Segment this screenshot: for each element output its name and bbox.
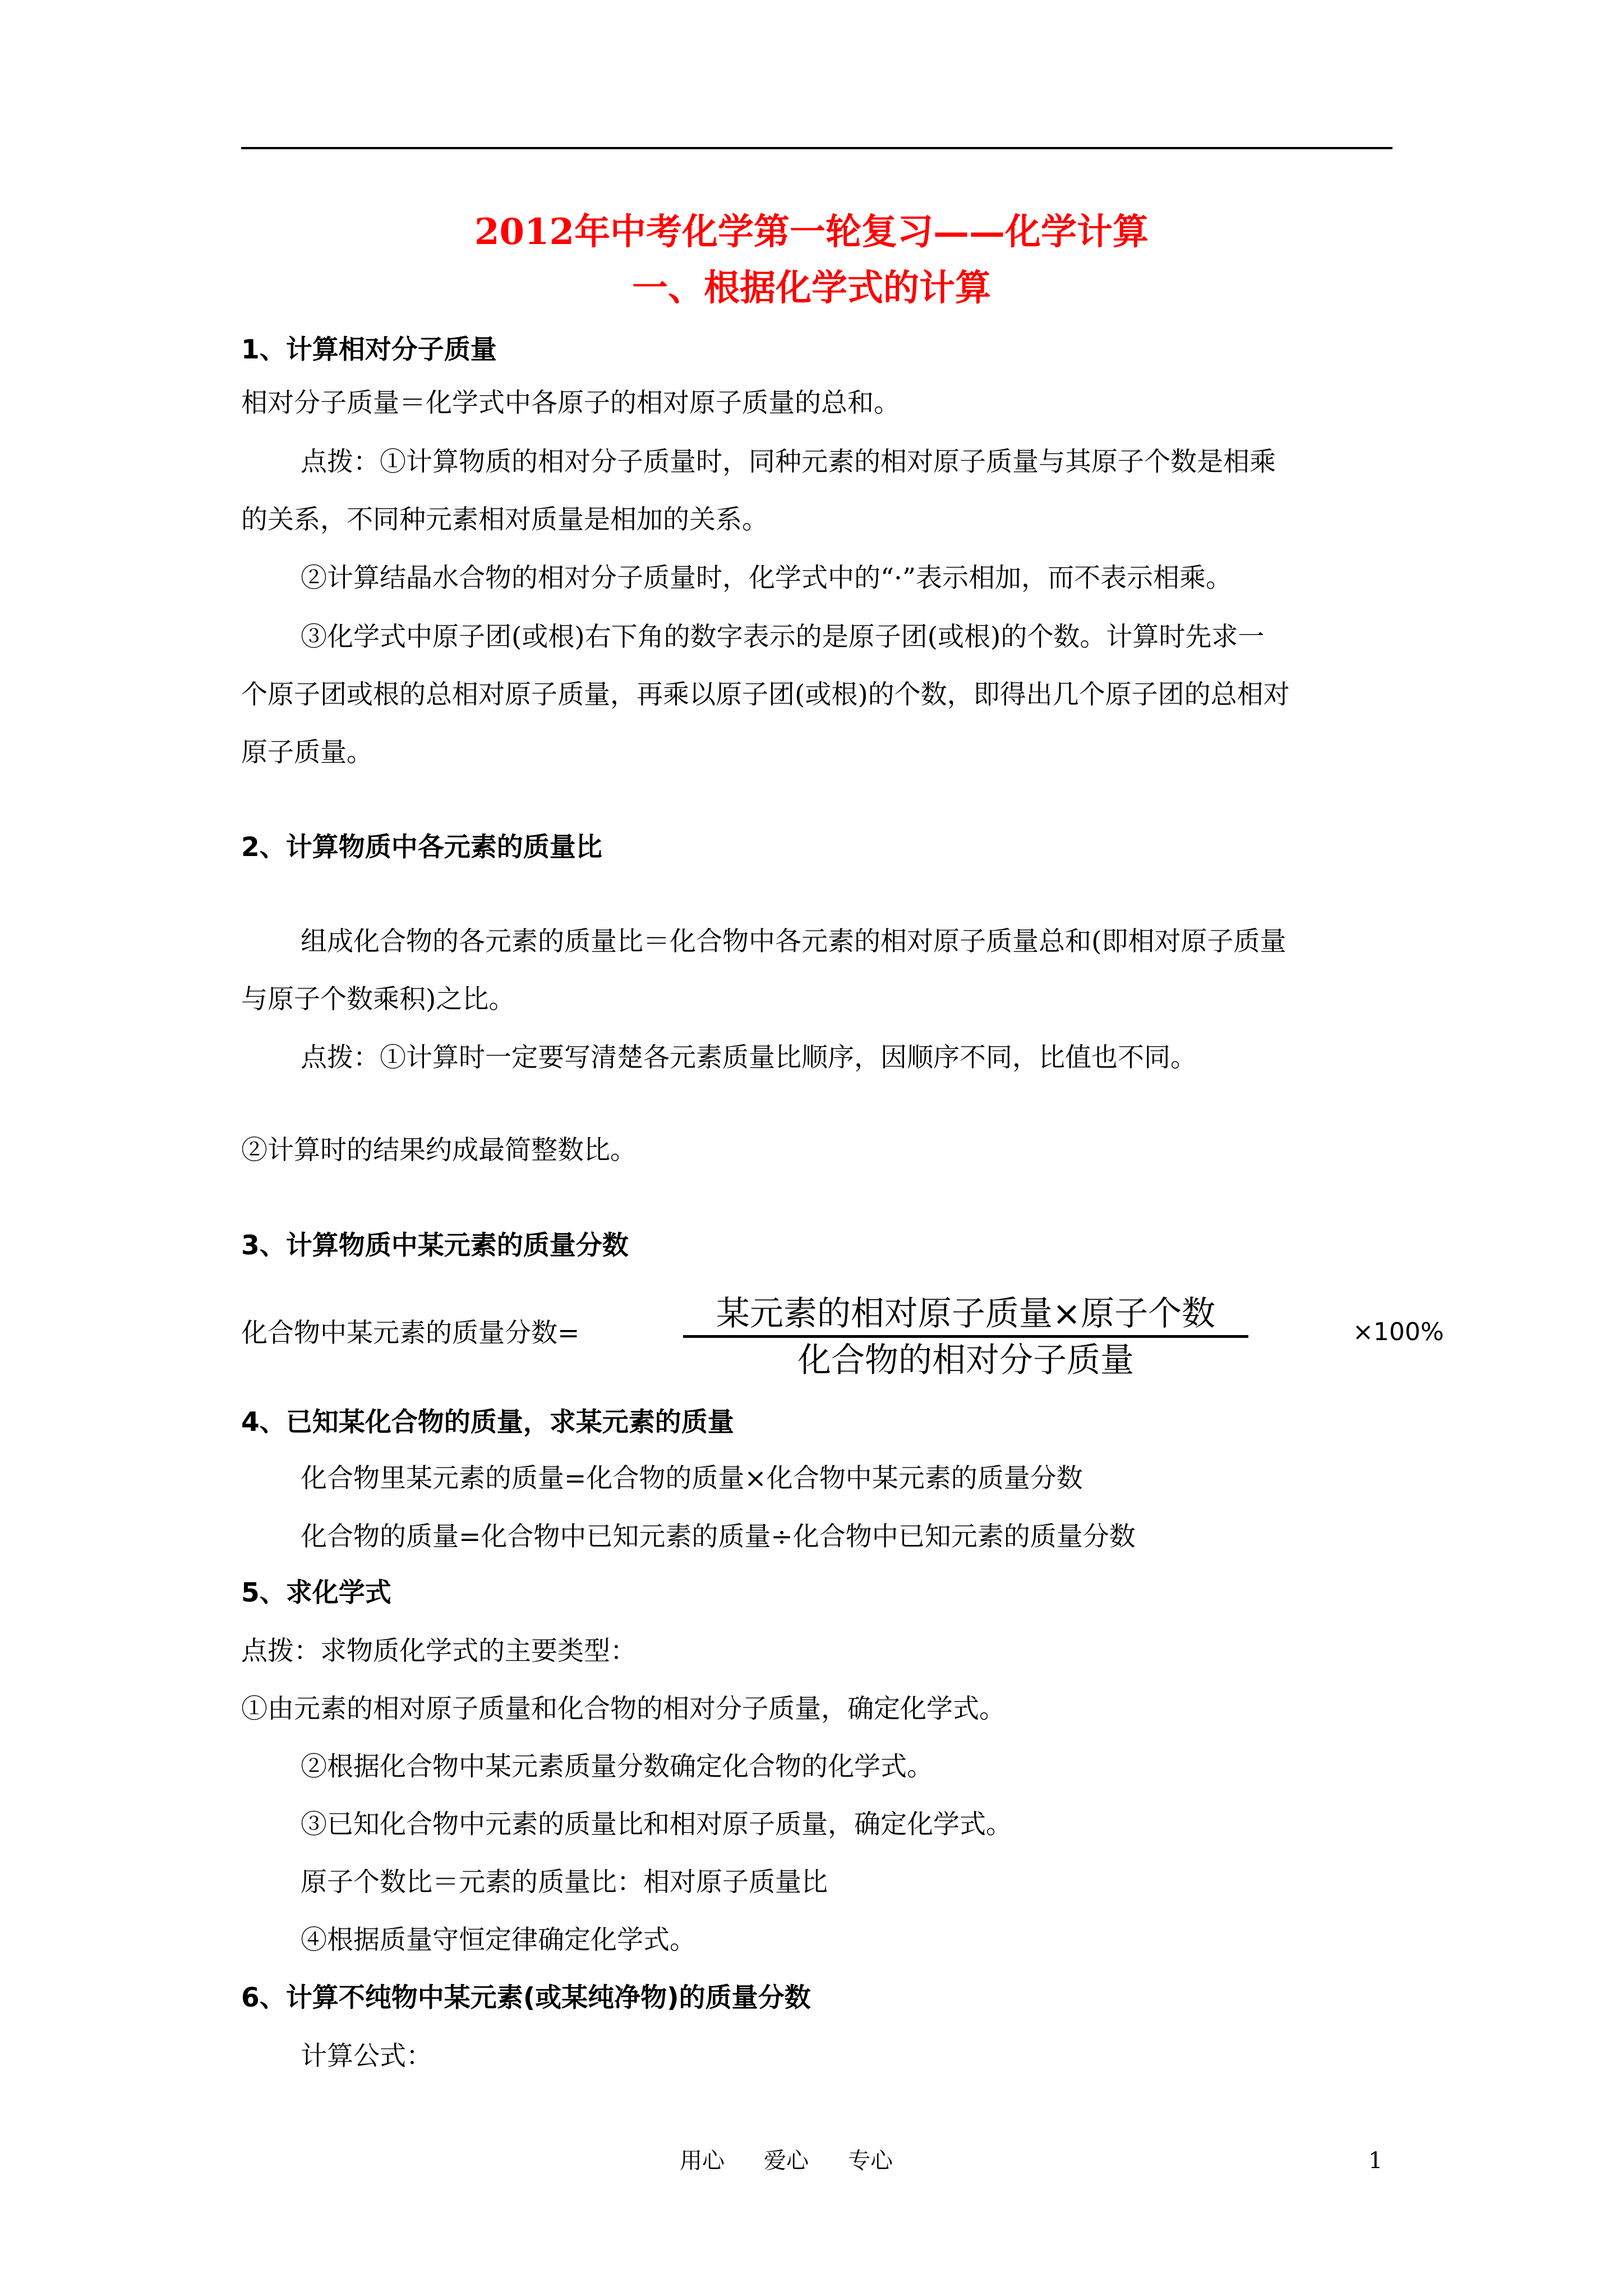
tip-text: 原子质量。 [241,737,373,768]
tip-text: ③化学式中原子团(或根)右下角的数字表示的是原子团(或根)的个数。计算时先求一 [301,622,1265,652]
formula-label: 化合物中某元素的质量分数= [241,1318,580,1349]
mass-fraction-formula [680,1294,1252,1380]
list-item: ④根据质量守恒定律确定化学式。 [301,1925,696,1955]
tip-text: ②计算时的结果约成最简整数比。 [241,1135,637,1166]
tip-text: ②计算结晶水合物的相对分子质量时，化学式中的“·”表示相加，而不表示相乘。 [301,563,1232,593]
body-text: 与原子个数乘积)之比。 [241,984,515,1015]
formula-text: 化合物的质量=化合物中已知元素的质量÷化合物中已知元素的质量分数 [301,1521,1136,1552]
section-title: 一、根据化学式的计算 [632,267,991,309]
formula-label: 计算公式： [301,2041,432,2072]
heading-relative-molecular-mass: 1、计算相对分子质量 [241,334,497,365]
definition-text: 相对分子质量＝化学式中各原子的相对原子质量的总和。 [241,388,900,418]
list-item: ②根据化合物中某元素质量分数确定化合物的化学式。 [301,1751,933,1782]
formula-text: 化合物里某元素的质量=化合物的质量×化合物中某元素的质量分数 [301,1463,1083,1494]
footer-motto: 爱心 [764,2148,809,2174]
page-number: 1 [1368,2148,1383,2174]
heading-find-formula: 5、求化学式 [241,1577,391,1608]
tip-text: 点拨：求物质化学式的主要类型： [241,1636,637,1667]
heading-mass-fraction: 3、计算物质中某元素的质量分数 [241,1230,629,1261]
formula-denominator: 化合物的相对分子质量 [797,1341,1134,1380]
heading-element-mass-ratio: 2、计算物质中各元素的质量比 [241,832,602,863]
formula-numerator: 某元素的相对原子质量×原子个数 [716,1294,1216,1333]
heading-element-mass: 4、已知某化合物的质量，求某元素的质量 [241,1407,734,1438]
tip-text: 个原子团或根的总相对原子质量，再乘以原子团(或根)的个数，即得出几个原子团的总相对 [241,679,1290,710]
footer-motto: 专心 [848,2148,893,2174]
body-text: 组成化合物的各元素的质量比＝化合物中各元素的相对原子质量总和(即相对原子质量 [301,926,1287,957]
footer-motto: 用心 [680,2148,725,2174]
header-rule [241,147,1393,149]
document-title: 2012年中考化学第一轮复习——化学计算 [474,211,1149,253]
tip-text: 点拨：①计算物质的相对分子质量时，同种元素的相对原子质量与其原子个数是相乘 [301,447,1276,477]
list-item-note: 原子个数比＝元素的质量比：相对原子质量比 [301,1867,828,1898]
tip-text: 点拨：①计算时一定要写清楚各元素质量比顺序，因顺序不同，比值也不同。 [301,1042,1197,1073]
tip-text: 的关系，不同种元素相对质量是相加的关系。 [241,504,768,535]
heading-impure-substance: 6、计算不纯物中某元素(或某纯净物)的质量分数 [241,1982,811,2013]
formula-multiplier: ×100% [1353,1318,1444,1346]
list-item: ③已知化合物中元素的质量比和相对原子质量，确定化学式。 [301,1809,1012,1840]
list-item: ①由元素的相对原子质量和化合物的相对分子质量，确定化学式。 [241,1694,1006,1724]
